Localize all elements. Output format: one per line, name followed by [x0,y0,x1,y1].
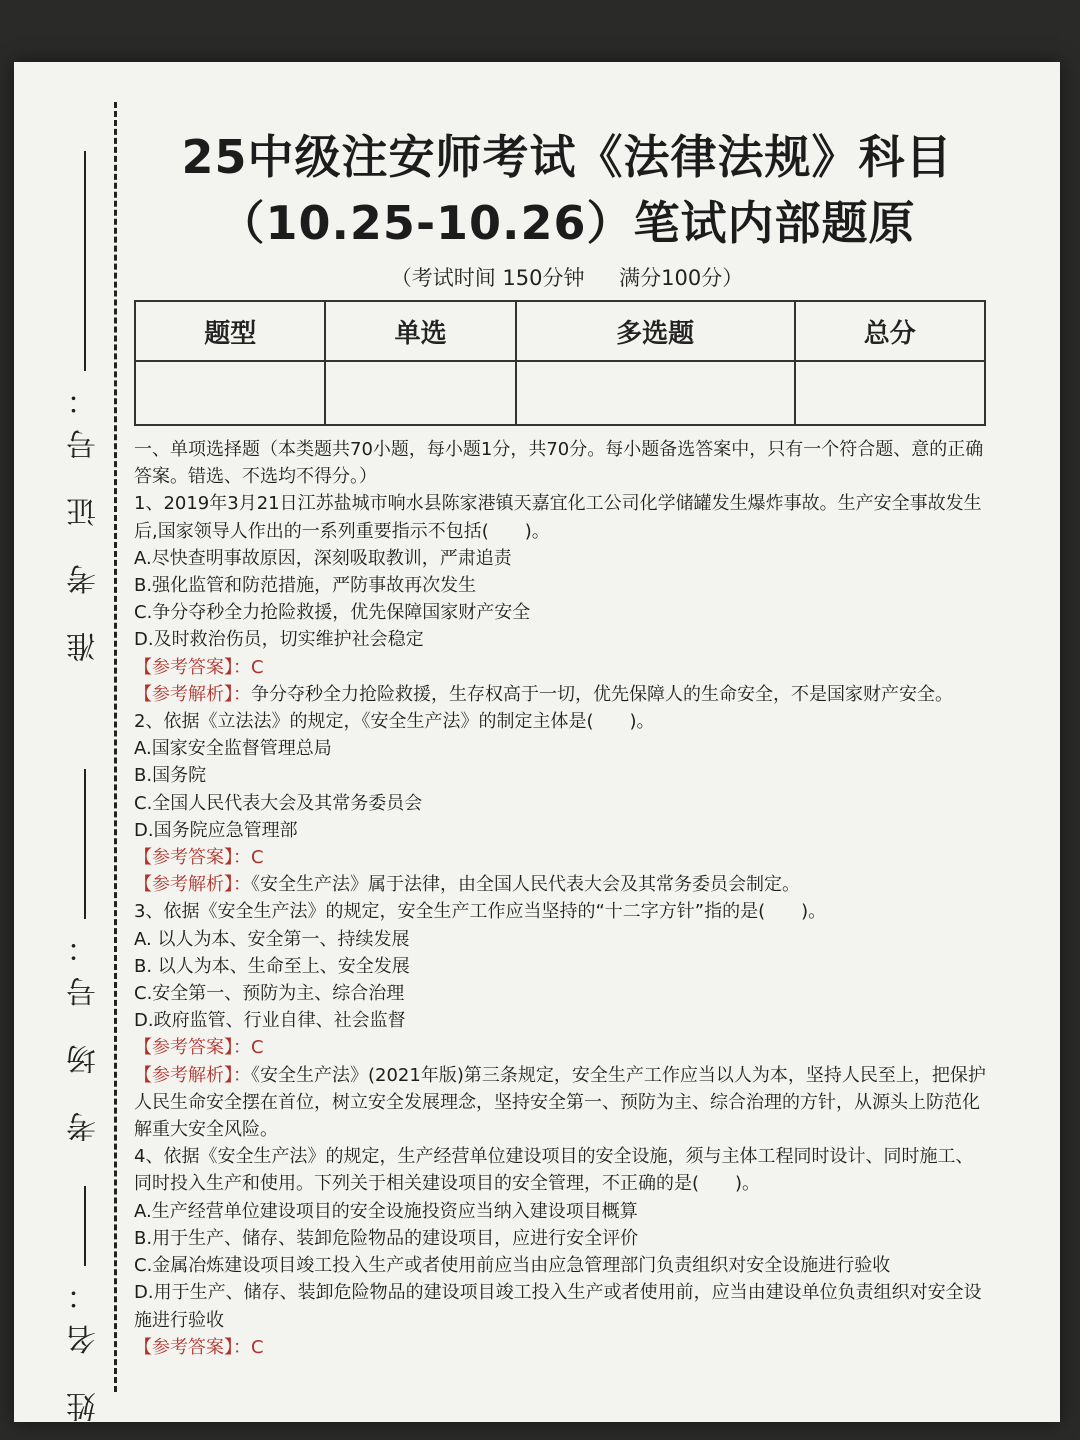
analysis-line [134,1062,990,1144]
question-stem: 1、2019年3月21日江苏盐城市响水县陈家港镇天嘉宜化工公司化学储罐发生爆炸事故。生产安全事故发生后,国家领导人作出的一系列重要指示不包括( )。 [134,493,982,542]
question-stem: 3、依据《安全生产法》的规定，安全生产工作应当坚持的“十二字方针”指的是( )。 [134,901,827,923]
answer-value: C [251,1037,264,1059]
analysis-label: 【参考解析】： [134,1064,251,1086]
score-header-multi: 多选题 [516,301,795,361]
analysis-line [134,681,990,708]
section-intro: 一、单项选择题（本类题共70小题，每小题1分，共70分。每小题备选答案中，只有一个符合题、意的正确答案。错选、不选均不得分。） [134,439,984,488]
score-cell-blank [795,361,985,425]
analysis-label: 【参考解析】： [134,874,251,896]
question-option: D.国务院应急管理部 [134,819,298,841]
answer-label: 【参考答案】： [134,656,251,678]
question-option: B. 以人为本、生命至上、安全发展 [134,955,410,977]
room-label: 考 场 号： [67,918,102,1142]
question-option: D.用于生产、储存、装卸危险物品的建设项目竣工投入生产或者使用前，应当由建设单位负责组织对安全设施进行验收 [134,1282,982,1331]
answer-label: 【参考答案】： [134,1037,251,1059]
room-field [50,722,120,1142]
question-option: B.强化监管和防范措施，严防事故再次发生 [134,575,477,597]
score-header-total: 总分 [795,301,985,361]
answer-label: 【参考答案】： [134,847,251,869]
analysis-line [134,871,990,898]
score-header-single: 单选 [325,301,515,361]
question-stem: 4、依据《安全生产法》的规定，生产经营单位建设项目的安全设施，须与主体工程同时设计、同时施工、同时投入生产和使用。下列关于相关建设项目的安全管理，不正确的是( )。 [134,1146,974,1195]
question-option: A.生产经营单位建设项目的安全设施投资应当纳入建设项目概算 [134,1200,638,1222]
question-option: C.金属冶炼建设项目竣工投入生产或者使用前应当由应急管理部门负责组织对安全设施进行验收 [134,1255,891,1277]
exam-id-blank-line [84,151,86,371]
exam-full-score: 满分100分） [619,266,744,290]
analysis-label: 【参考解析】： [134,683,251,705]
question-section [134,436,990,1361]
title-line-2: （10.25-10.26）笔试内部题原 [218,196,916,250]
score-table [134,300,986,426]
answer-value: C [251,656,264,678]
answer-line [134,844,990,871]
exam-info [134,262,1000,292]
question-option: C.争分夺秒全力抢险救援，优先保障国家财产安全 [134,602,531,624]
question-option: B.国务院 [134,765,207,787]
question-option: A.国家安全监督管理总局 [134,738,332,760]
question-option: D.及时救治伤员，切实维护社会稳定 [134,629,424,651]
question-option: B.用于生产、储存、装卸危险物品的建设项目，应进行安全评价 [134,1227,639,1249]
analysis-text: 《安全生产法》属于法律，由全国人民代表大会及其常务委员会制定。 [251,874,800,896]
question-option: A.尽快查明事故原因，深刻吸取教训，严肃追责 [134,547,512,569]
answer-line [134,1334,990,1361]
question-stem: 2、依据《立法法》的规定，《安全生产法》的制定主体是( )。 [134,711,655,733]
answer-line [134,1034,990,1061]
analysis-text: 《安全生产法》(2021年版)第三条规定，安全生产工作应当以人为本，坚持人民至上，把保护人民生命安全摆在首位，树立安全发展理念，坚持安全第一、预防为主、综合治理的方针，从源头上防范化解重大安全风险。 [134,1064,986,1141]
question-option: C.全国人民代表大会及其常务委员会 [134,792,423,814]
score-cell-blank [135,361,325,425]
exam-id-field [50,142,120,662]
score-cell-blank [516,361,795,425]
question-option: D.政府监管、行业自律、社会监督 [134,1010,406,1032]
exam-id-label: 准 考 证 号： [67,371,102,662]
analysis-text: 争分夺秒全力抢险救援，生存权高于一切，优先保障人的生命安全，不是国家财产安全。 [251,683,953,705]
name-field [50,1162,120,1422]
document-content [134,62,1000,1361]
title-line-1: 25中级注安师考试《法律法规》科目 [181,130,953,184]
exam-paper [14,62,1060,1422]
score-header-type: 题型 [135,301,325,361]
binding-margin [50,102,120,1422]
answer-line [134,654,990,681]
name-label: 姓 名： [67,1266,102,1422]
answer-value: C [251,1336,264,1358]
room-blank-line [84,769,86,919]
answer-label: 【参考答案】： [134,1336,251,1358]
name-blank-line [84,1186,86,1266]
question-option: C.安全第一、预防为主、综合治理 [134,983,405,1005]
exam-duration: （考试时间 150分钟 [390,266,585,290]
score-cell-blank [325,361,515,425]
question-option: A. 以人为本、安全第一、持续发展 [134,928,410,950]
score-table-header-row [135,301,985,361]
answer-value: C [251,847,264,869]
page-title [134,124,1000,256]
score-table-blank-row [135,361,985,425]
